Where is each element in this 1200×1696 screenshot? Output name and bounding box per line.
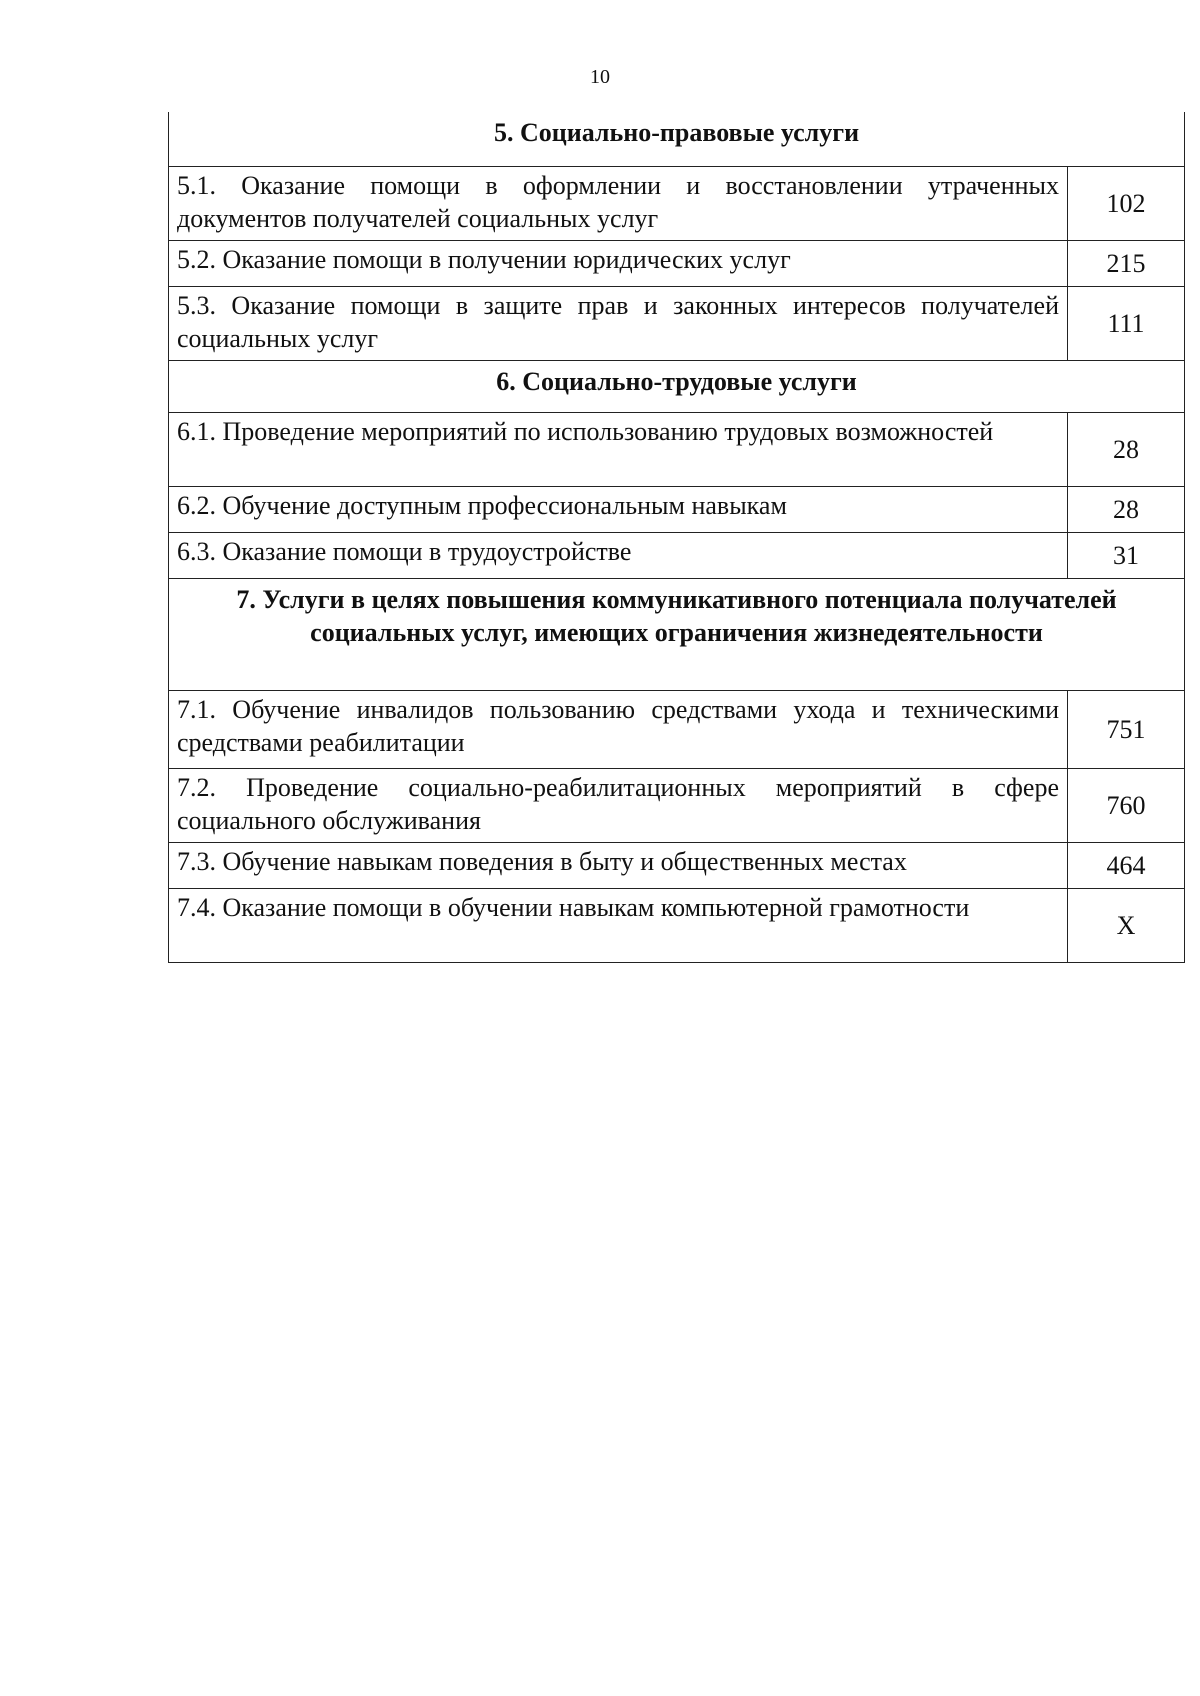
service-description: 7.1. Обучение инвалидов пользованию средствами ухода и техническими средствами реабилитации [169,691,1068,769]
table-row [169,533,1185,579]
service-description: 7.4. Оказание помощи в обучении навыкам компьютерной грамотности [169,889,1068,963]
service-value: Х [1068,889,1185,963]
section-title: 6. Социально-трудовые услуги [169,361,1185,413]
table-row [169,413,1185,487]
service-value: 464 [1068,843,1185,889]
table-row [169,843,1185,889]
service-description: 5.1. Оказание помощи в оформлении и восстановлении утраченных документов получателей социальных услуг [169,167,1068,241]
service-value: 31 [1068,533,1185,579]
section-header-row [169,112,1185,167]
section-title: 5. Социально-правовые услуги [169,112,1185,167]
service-description: 6.1. Проведение мероприятий по использованию трудовых возможностей [169,413,1068,487]
table-row [169,691,1185,769]
service-value: 28 [1068,487,1185,533]
service-value: 760 [1068,769,1185,843]
service-value: 751 [1068,691,1185,769]
service-description: 7.3. Обучение навыкам поведения в быту и общественных местах [169,843,1068,889]
table-row [169,241,1185,287]
table-row [169,889,1185,963]
table-row [169,769,1185,843]
table-row [169,487,1185,533]
section-header-row [169,361,1185,413]
service-description: 5.3. Оказание помощи в защите прав и законных интересов получателей социальных услуг [169,287,1068,361]
section-header-row [169,579,1185,691]
page-number: 10 [590,66,610,88]
service-value: 28 [1068,413,1185,487]
service-value: 215 [1068,241,1185,287]
service-value: 111 [1068,287,1185,361]
service-description: 6.3. Оказание помощи в трудоустройстве [169,533,1068,579]
section-title: 7. Услуги в целях повышения коммуникативного потенциала получателей социальных услуг, имеющих ограничения жизнедеятельности [169,579,1185,691]
service-description: 6.2. Обучение доступным профессиональным навыкам [169,487,1068,533]
service-description: 5.2. Оказание помощи в получении юридических услуг [169,241,1068,287]
table-row [169,287,1185,361]
service-description: 7.2. Проведение социально-реабилитационных мероприятий в сфере социального обслуживания [169,769,1068,843]
table-row [169,167,1185,241]
services-table [168,112,1185,963]
service-value: 102 [1068,167,1185,241]
